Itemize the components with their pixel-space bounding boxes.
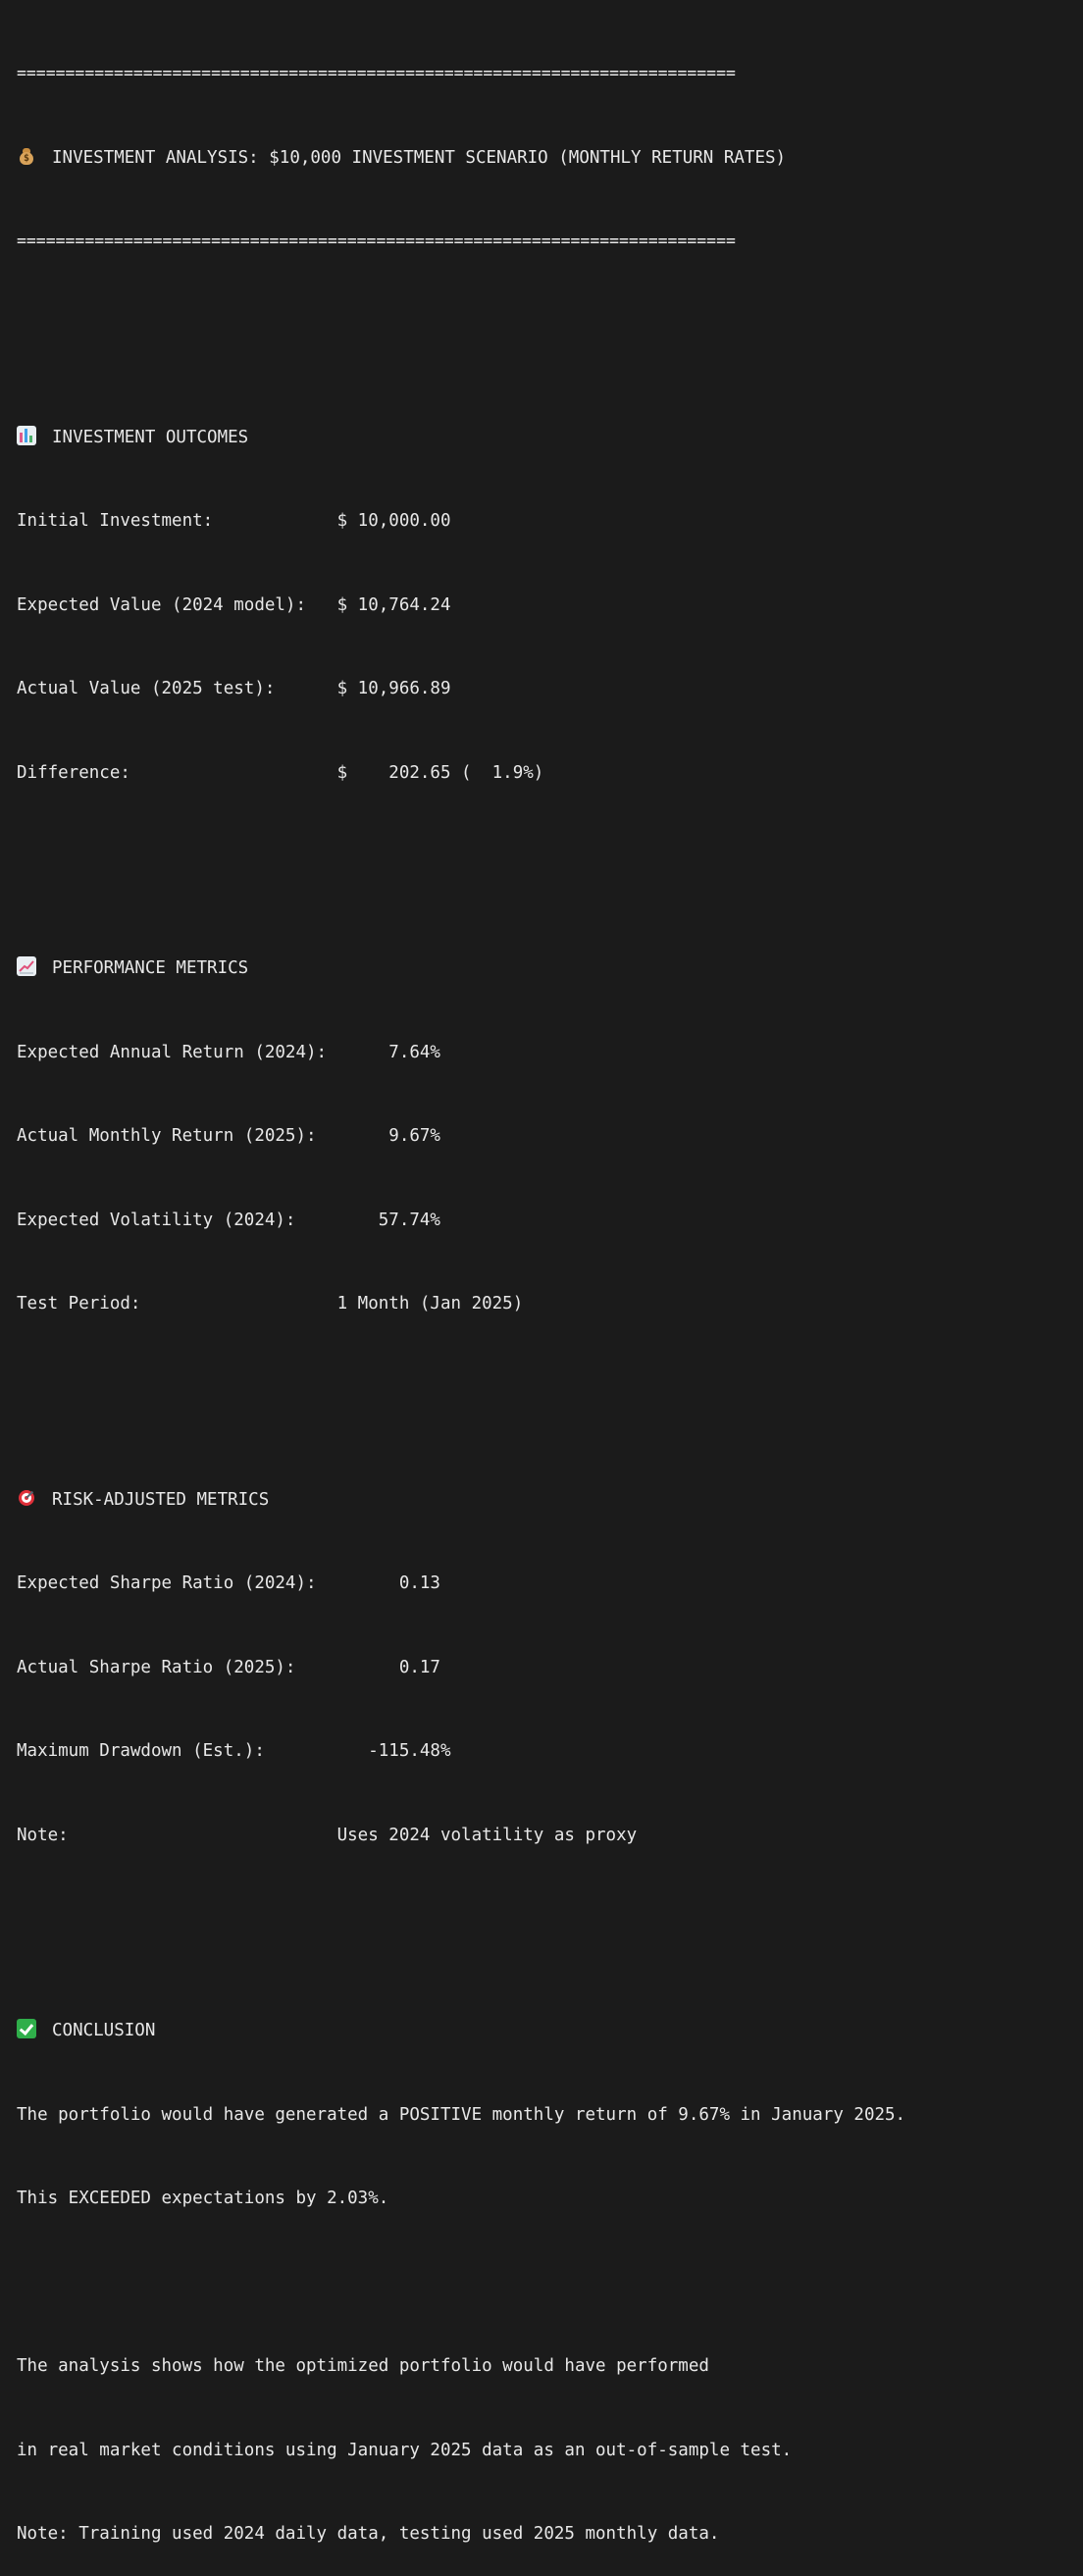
outcome-row-actual: Actual Value (2025 test): $ 10,966.89 [17,679,451,698]
check-mark-icon [17,2019,36,2038]
trend-chart-icon [17,956,36,976]
outcome-row-initial: Initial Investment: $ 10,000.00 [17,511,451,531]
separator-bottom: ========================================================================== [17,232,736,251]
risk-row-expected-sharpe: Expected Sharpe Ratio (2024): 0.13 [17,1573,440,1593]
risk-row-actual-sharpe: Actual Sharpe Ratio (2025): 0.17 [17,1657,440,1677]
report-title: $ INVESTMENT ANALYSIS: $10,000 INVESTMENT SCENARIO (MONTHLY RETURN RATES) [17,144,1083,173]
performance-row-test-period: Test Period: 1 Month (Jan 2025) [17,1294,524,1314]
conclusion-note-line: The analysis shows how the optimized portfolio would have performed [17,2356,709,2376]
performance-row-volatility: Expected Volatility (2024): 57.74% [17,1210,440,1230]
conclusion-line: This EXCEEDED expectations by 2.03%. [17,2189,389,2208]
section-heading-risk: RISK-ADJUSTED METRICS [17,1486,1083,1515]
conclusion-line: The portfolio would have generated a POSITIVE monthly return of 9.67% in January 2025. [17,2104,906,2125]
section-heading-outcomes: INVESTMENT OUTCOMES [17,424,1083,452]
outcome-row-difference: Difference: $ 202.65 ( 1.9%) [17,762,544,783]
section-heading-performance: PERFORMANCE METRICS [17,954,1083,983]
bar-chart-icon [17,426,36,445]
risk-row-max-drawdown: Maximum Drawdown (Est.): -115.48% [17,1741,451,1761]
risk-row-note: Note: Uses 2024 volatility as proxy [17,1825,638,1845]
outcome-row-expected: Expected Value (2024 model): $ 10,764.24 [17,594,451,615]
conclusion-note-line: Note: Training used 2024 daily data, testing used 2025 monthly data. [17,2524,720,2544]
separator-top: ========================================================================== [17,64,736,83]
target-icon [17,1488,36,1508]
section-heading-conclusion: CONCLUSION [17,2017,1083,2045]
performance-row-monthly-return: Actual Monthly Return (2025): 9.67% [17,1126,440,1146]
conclusion-note-line: in real market conditions using January 2025 data as an out-of-sample test. [17,2440,793,2460]
performance-row-annual-return: Expected Annual Return (2024): 7.64% [17,1042,440,1062]
money-bag-icon: $ [17,146,36,166]
